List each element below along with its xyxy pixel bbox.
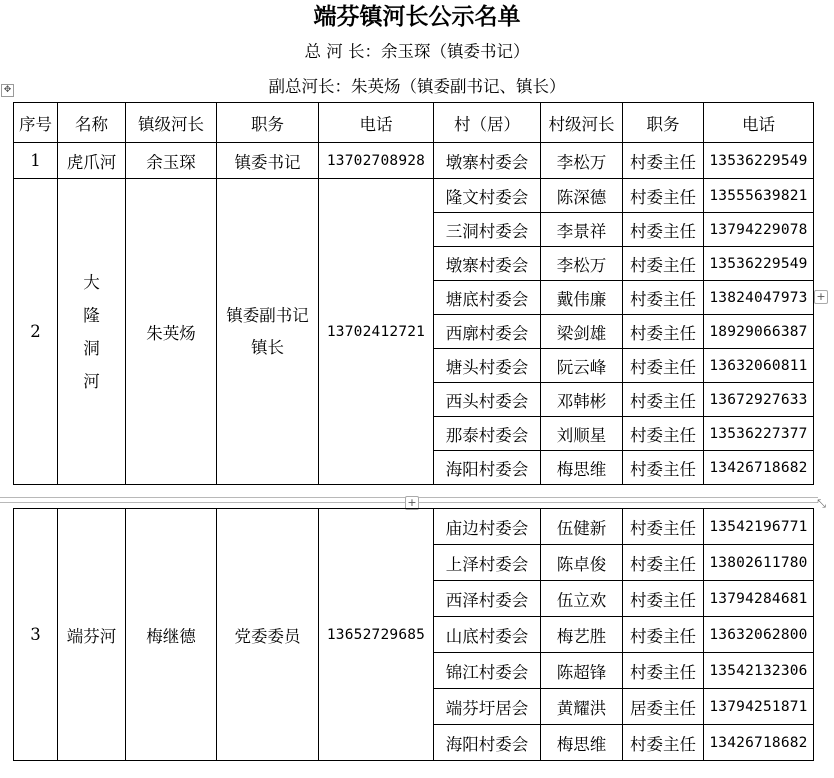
river-no: 3: [14, 509, 58, 761]
village-phone: 13632060811: [704, 349, 814, 383]
add-row-plus-icon[interactable]: +: [814, 290, 828, 304]
village-duty: 村委主任: [623, 545, 704, 581]
header-name: 名称: [58, 103, 126, 143]
town-chief-duty: [217, 179, 319, 485]
village-duty: 村委主任: [623, 315, 704, 349]
village-duty: 村委主任: [623, 581, 704, 617]
village-phone: 13632062800: [704, 617, 814, 653]
village-duty: 村委主任: [623, 653, 704, 689]
header-village-chief: 村级河长: [541, 103, 623, 143]
village-chief: 李松万: [541, 143, 623, 179]
town-chief-duty: 党委委员: [217, 509, 319, 761]
village-phone: 13824047973: [704, 281, 814, 315]
river-chief-table-page-2: [13, 508, 814, 761]
header-row: [14, 103, 814, 143]
village-chief: 梅思维: [541, 451, 623, 485]
village: 上泽村委会: [434, 545, 541, 581]
village-duty: 村委主任: [623, 417, 704, 451]
village-duty: 村委主任: [623, 725, 704, 761]
header-duty: 职务: [217, 103, 319, 143]
village-phone: 13426718682: [704, 725, 814, 761]
village-chief: 戴伟廉: [541, 281, 623, 315]
village: 隆文村委会: [434, 179, 541, 213]
village-phone: 13802611780: [704, 545, 814, 581]
river-chief-table-page-1: [13, 102, 814, 485]
village-chief: 梅思维: [541, 725, 623, 761]
table-row: [14, 143, 814, 179]
table-resize-icon[interactable]: ⤡: [817, 497, 826, 510]
village: 西泽村委会: [434, 581, 541, 617]
village-phone: 13536227377: [704, 417, 814, 451]
insert-row-plus-icon[interactable]: +: [405, 496, 419, 510]
table-row: [14, 179, 814, 213]
town-chief-phone: 13652729685: [319, 509, 434, 761]
header-no: 序号: [14, 103, 58, 143]
header-village-duty: 职务: [623, 103, 704, 143]
table-move-handle-icon[interactable]: ✥: [1, 84, 14, 97]
village-chief: 阮云峰: [541, 349, 623, 383]
village-chief: 梅艺胜: [541, 617, 623, 653]
village-phone: 18929066387: [704, 315, 814, 349]
table-row: [14, 509, 814, 545]
village-chief: 黄耀洪: [541, 689, 623, 725]
village: 塘底村委会: [434, 281, 541, 315]
village-chief: 伍健新: [541, 509, 623, 545]
river-name-char: 河: [83, 371, 100, 391]
village-duty: 村委主任: [623, 281, 704, 315]
village-chief: 李景祥: [541, 213, 623, 247]
chief-line: 总 河 长：余玉琛（镇委书记）: [304, 42, 530, 61]
village: 海阳村委会: [434, 725, 541, 761]
village-phone: 13555639821: [704, 179, 814, 213]
village-phone: 13536229549: [704, 143, 814, 179]
village-phone: 13672927633: [704, 383, 814, 417]
village-duty: 村委主任: [623, 383, 704, 417]
village-duty: 村委主任: [623, 451, 704, 485]
river-name-char: 大: [83, 272, 100, 292]
river-name: 虎爪河: [58, 143, 126, 179]
village-duty: 村委主任: [623, 617, 704, 653]
town-chief-duty: 镇委书记: [217, 143, 319, 179]
village-chief: 陈深德: [541, 179, 623, 213]
village: 海阳村委会: [434, 451, 541, 485]
village-phone: 13542132306: [704, 653, 814, 689]
village-duty: 村委主任: [623, 349, 704, 383]
village-duty: 村委主任: [623, 509, 704, 545]
header-village-phone: 电话: [704, 103, 814, 143]
header-phone: 电话: [319, 103, 434, 143]
village-phone: 13542196771: [704, 509, 814, 545]
village-phone: 13794229078: [704, 213, 814, 247]
village-chief: 伍立欢: [541, 581, 623, 617]
river-no: 1: [14, 143, 58, 179]
river-name-char: 洞: [83, 338, 100, 358]
village: 塘头村委会: [434, 349, 541, 383]
village-phone: 13426718682: [704, 451, 814, 485]
town-chief-phone: 13702708928: [319, 143, 434, 179]
village: 西廓村委会: [434, 315, 541, 349]
village-phone: 13536229549: [704, 247, 814, 281]
village: 三洞村委会: [434, 213, 541, 247]
village-duty: 村委主任: [623, 143, 704, 179]
document-title: 端芬镇河长公示名单: [313, 3, 521, 30]
town-chief: 余玉琛: [126, 143, 217, 179]
village-phone: 13794284681: [704, 581, 814, 617]
deputy-chief-line: 副总河长：朱英炀（镇委副书记、镇长）: [268, 77, 566, 96]
village: 端芬圩居会: [434, 689, 541, 725]
river-name: 端芬河: [58, 509, 126, 761]
river-no: 2: [14, 179, 58, 485]
town-chief: 朱英炀: [126, 179, 217, 485]
village-duty: 村委主任: [623, 213, 704, 247]
village-chief: 梁剑雄: [541, 315, 623, 349]
village: 山底村委会: [434, 617, 541, 653]
village: 墩寨村委会: [434, 143, 541, 179]
duty-line: 镇长: [251, 337, 284, 357]
village-duty: 居委主任: [623, 689, 704, 725]
village: 那泰村委会: [434, 417, 541, 451]
village-phone: 13794251871: [704, 689, 814, 725]
village-chief: 李松万: [541, 247, 623, 281]
village-chief: 陈超锋: [541, 653, 623, 689]
header-town-chief: 镇级河长: [126, 103, 217, 143]
village-chief: 刘顺星: [541, 417, 623, 451]
village-duty: 村委主任: [623, 179, 704, 213]
header-village: 村（居）: [434, 103, 541, 143]
village: 庙边村委会: [434, 509, 541, 545]
village-duty: 村委主任: [623, 247, 704, 281]
village-chief: 邓韩彬: [541, 383, 623, 417]
town-chief-phone: 13702412721: [319, 179, 434, 485]
village: 西头村委会: [434, 383, 541, 417]
village: 墩寨村委会: [434, 247, 541, 281]
village-chief: 陈卓俊: [541, 545, 623, 581]
duty-line: 镇委副书记: [226, 305, 309, 325]
town-chief: 梅继德: [126, 509, 217, 761]
river-name-char: 隆: [83, 305, 100, 325]
village: 锦江村委会: [434, 653, 541, 689]
river-name: [58, 179, 126, 485]
